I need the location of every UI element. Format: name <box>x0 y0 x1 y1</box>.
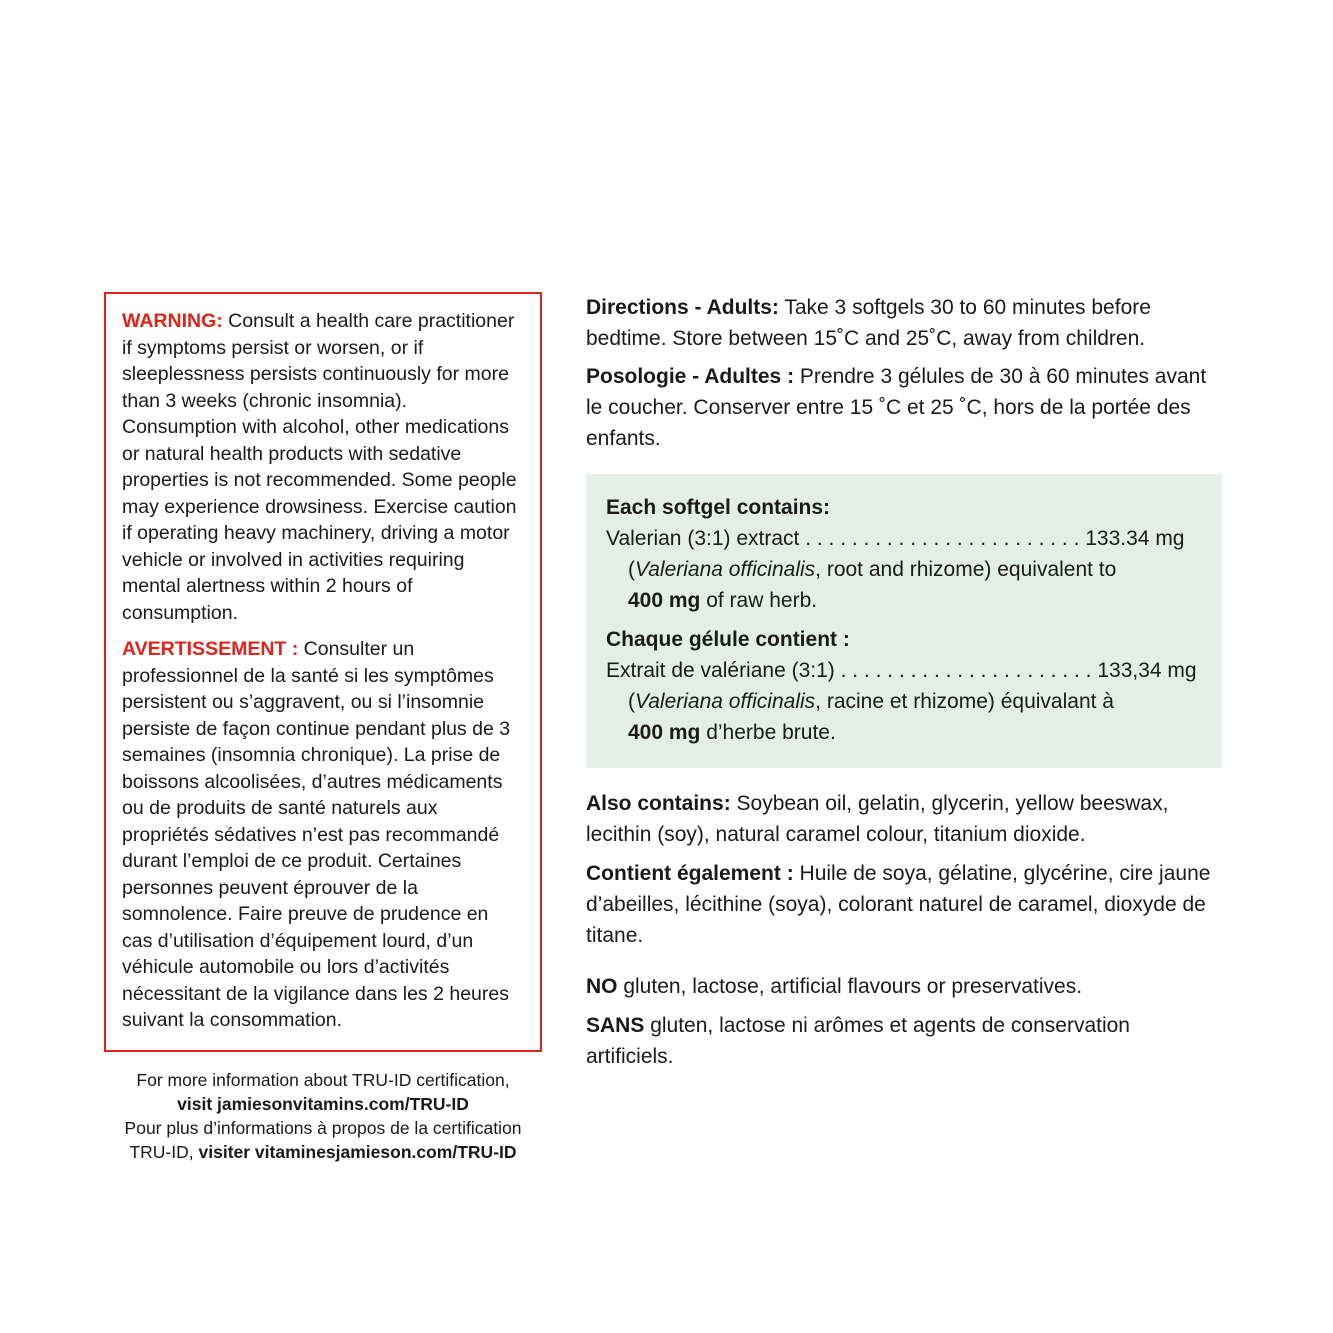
also-contains-fr <box>586 858 1222 951</box>
facts-raw-rest-fr: d’herbe brute. <box>700 721 836 744</box>
truid-line-fr-2 <box>104 1140 542 1164</box>
warning-body-fr: Consulter un professionnel de la santé si les symptômes persistent ou s’aggravent, ou si l’insomnie persiste de façon continue pendant plus de 3 semaines (insomnia chronique). La prise de boissons alcoolisées, d’autres médicaments ou de produits de santé naturels aux propriétés sédatives n’est pas recommandé durant l’emploi de ce produit. Certaines personnes peuvent éprouver de la somnolence. Faire preuve de prudence en cas d’utilisation d’équipement lourd, d’un véhicule automobile ou lors d’activités nécessitant de la vigilance dans les 2 heures suivant la consommation. <box>122 638 511 1031</box>
directions-fr <box>586 361 1222 454</box>
facts-amount-fr: 133,34 mg <box>1097 659 1197 682</box>
free-from-body-fr: gluten, lactose ni arômes et agents de conservation artificiels. <box>586 1014 1130 1068</box>
also-contains-body-en: Soybean oil, gelatin, glycerin, yellow beeswax, lecithin (soy), natural caramel colour, titanium dioxide. <box>586 792 1169 846</box>
facts-source-rest-en: , root and rhizome) equivalent to <box>815 558 1117 581</box>
facts-source-rest-fr: , racine et rhizome) équivalant à <box>815 690 1114 713</box>
truid-info <box>104 1068 542 1164</box>
directions-label-fr: Posologie - Adultes : <box>586 365 795 388</box>
free-from-label-en: NO <box>586 975 618 998</box>
also-contains-label-fr: Contient également : <box>586 862 794 885</box>
truid-link-fr[interactable]: visiter vitaminesjamieson.com/TRU-ID <box>198 1141 517 1162</box>
facts-raw-herb-en <box>606 585 1202 616</box>
free-from-fr <box>586 1010 1222 1072</box>
free-from-label-fr: SANS <box>586 1014 645 1037</box>
info-column <box>586 292 1222 1072</box>
warning-text-en <box>122 308 524 626</box>
free-from-en <box>586 971 1222 1002</box>
warning-text-fr <box>122 636 524 1034</box>
facts-ingredient-line-en <box>606 523 1202 554</box>
truid-prefix-fr: TRU-ID, <box>129 1141 199 1162</box>
facts-ingredient-line-fr <box>606 655 1202 686</box>
facts-ingredient-name-en: Valerian (3:1) extract <box>606 527 800 550</box>
facts-raw-rest-en: of raw herb. <box>700 589 818 612</box>
also-contains-group <box>586 788 1222 951</box>
truid-line-en-1: For more information about TRU-ID certification, <box>136 1069 510 1090</box>
facts-botanical-name-fr: Valeriana officinalis <box>635 690 816 713</box>
facts-heading-fr: Chaque gélule contient : <box>606 628 850 651</box>
directions-en <box>586 292 1222 354</box>
facts-source-fr <box>606 686 1202 717</box>
facts-dots-en: . . . . . . . . . . . . . . . . . . . . . . . . <box>799 527 1086 550</box>
warning-label-fr: AVERTISSEMENT : <box>122 638 299 660</box>
truid-line-fr-1: Pour plus d’informations à propos de la certification <box>124 1117 522 1138</box>
directions-body-fr: Prendre 3 gélules de 30 à 60 minutes avant le coucher. Conserver entre 15 ˚C et 25 ˚C, hors de la portée des enfants. <box>586 365 1207 450</box>
warning-body-en: Consult a health care practitioner if symptoms persist or worsen, or if sleeplessness persists continuously for more than 3 weeks (chronic insomnia). Consumption with alcohol, other medications or natural health products with sedative properties is not recommended. Some people may experience drowsiness. Exercise caution if operating heavy machinery, driving a motor vehicle or involved in activities requiring mental alertness within 2 hours of consumption. <box>122 310 517 624</box>
free-from-body-en: gluten, lactose, artificial flavours or preservatives. <box>617 975 1083 998</box>
also-contains-body-fr: Huile de soya, gélatine, glycérine, cire jaune d’abeilles, lécithine (soya), colorant naturel de caramel, dioxyde de titane. <box>586 862 1211 947</box>
directions-label-en: Directions - Adults: <box>586 296 779 319</box>
facts-botanical-name-en: Valeriana officinalis <box>635 558 816 581</box>
facts-heading-en: Each softgel contains: <box>606 496 831 519</box>
facts-ingredient-name-fr: Extrait de valériane (3:1) <box>606 659 835 682</box>
facts-source-open-en: ( <box>628 558 635 581</box>
supplement-facts-panel <box>586 474 1222 768</box>
truid-link-en[interactable]: visit jamiesonvitamins.com/TRU-ID <box>177 1093 469 1114</box>
facts-dots-fr: . . . . . . . . . . . . . . . . . . . . . . <box>834 659 1098 682</box>
directions-group <box>586 292 1222 454</box>
also-contains-label-en: Also contains: <box>586 792 731 815</box>
warning-column <box>104 292 542 1164</box>
facts-amount-en: 133.34 mg <box>1085 527 1185 550</box>
facts-raw-amount-en: 400 mg <box>628 589 701 612</box>
facts-raw-amount-fr: 400 mg <box>628 721 701 744</box>
warning-box <box>104 292 542 1052</box>
also-contains-en <box>586 788 1222 850</box>
facts-source-en <box>606 554 1202 585</box>
directions-body-en: Take 3 softgels 30 to 60 minutes before bedtime. Store between 15˚C and 25˚C, away from children. <box>586 296 1151 350</box>
free-from-group <box>586 971 1222 1072</box>
warning-label-en: WARNING: <box>122 310 223 332</box>
facts-raw-herb-fr <box>606 717 1202 748</box>
facts-source-open-fr: ( <box>628 690 635 713</box>
